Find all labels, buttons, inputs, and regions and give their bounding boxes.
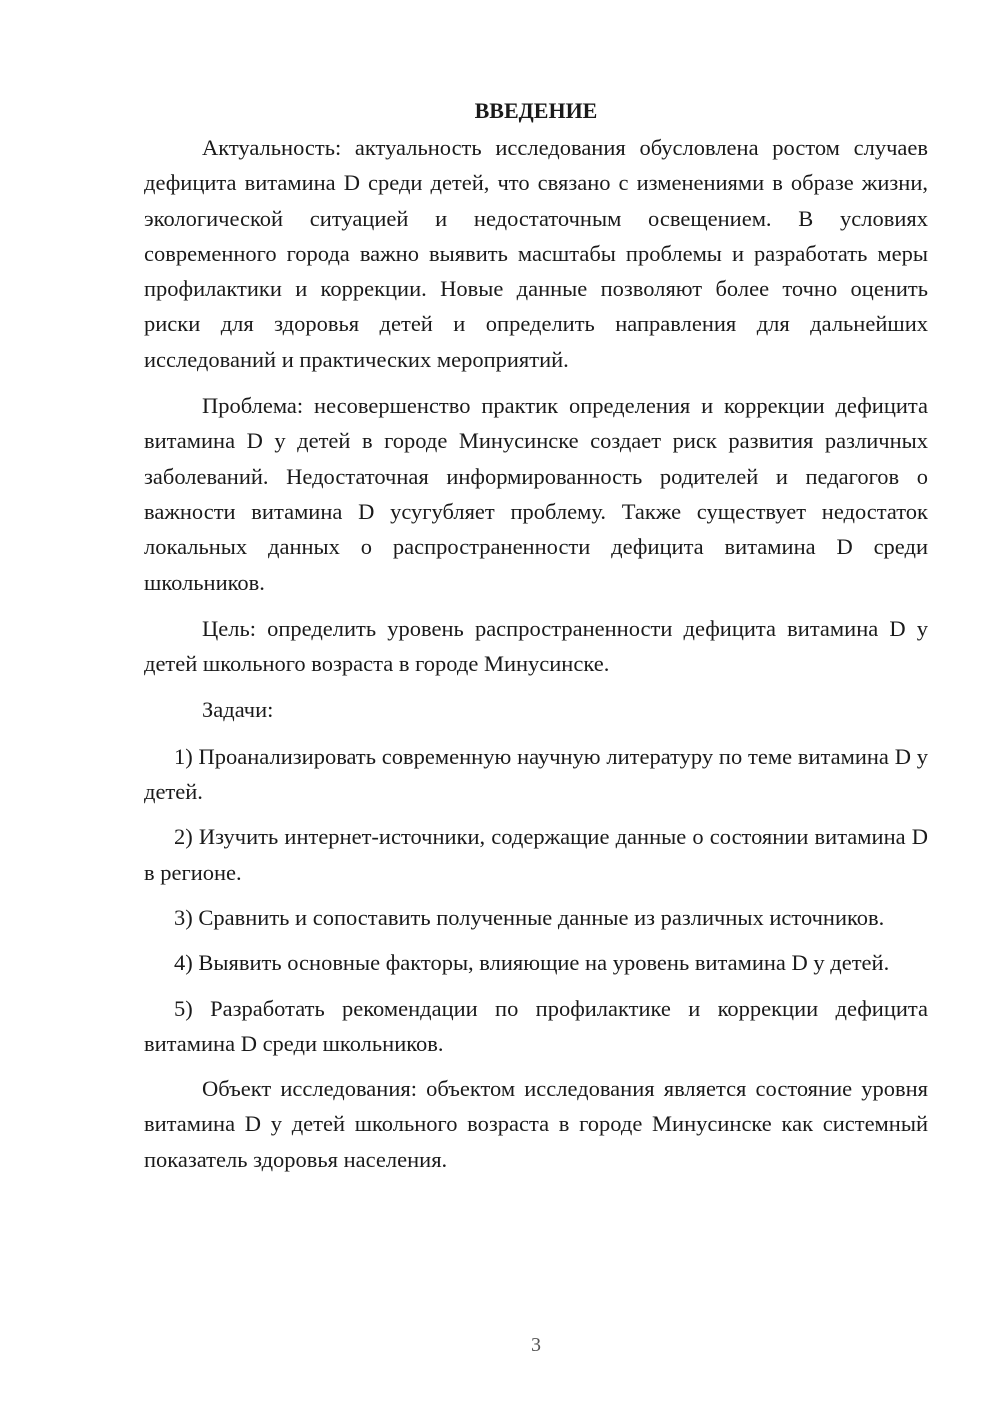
goal-paragraph: Цель: определить уровень распространенности дефицита витамина D у детей школьного возраста в городе Минусинске. <box>144 615 928 677</box>
task-item: 4) Выявить основные факторы, влияющие на уровень витамина D у детей. <box>174 950 890 976</box>
problem-paragraph: Проблема: несовершенство практик определения и коррекции дефицита витамина D у детей в городе Минусинске создает риск развития различных заболеваний. Недостаточная информированность родителей и педагогов о важности витамина D усугубляет проблему. Также существует недостаток локальных данных о распространенности дефицита витамина D среди школьников. <box>144 393 928 595</box>
document-page <box>144 96 928 1188</box>
task-item: 5) Разработать рекомендации по профилактике и коррекции дефицита витамина D среди школьников. <box>144 995 928 1056</box>
section-heading: ВВЕДЕНИЕ <box>474 98 598 123</box>
task-item: 2) Изучить интернет-источники, содержащие данные о состоянии витамина D в регионе. <box>144 824 928 885</box>
task-item: 1) Проанализировать современную научную литературу по теме витамина D у детей. <box>144 743 928 805</box>
task-item: 3) Сравнить и сопоставить полученные данные из различных источников. <box>174 904 885 930</box>
object-paragraph: Объект исследования: объектом исследования является состояние уровня витамина D у детей школьного возраста в городе Минусинске как системный показатель здоровья населения. <box>144 1076 928 1172</box>
relevance-paragraph: Актуальность: актуальность исследования обусловлена ростом случаев дефицита витамина D среди детей, что связано с изменениями в образе жизни, экологической ситуацией и недостаточным освещением. В условиях современного города важно выявить масштабы проблемы и разработать меры профилактики и коррекции. Новые данные позволяют более точно оценить риски для здоровья детей и определить направления для дальнейших исследований и практических мероприятий. <box>144 135 928 372</box>
page-number: 3 <box>531 1334 541 1356</box>
tasks-heading: Задачи: <box>202 697 274 723</box>
